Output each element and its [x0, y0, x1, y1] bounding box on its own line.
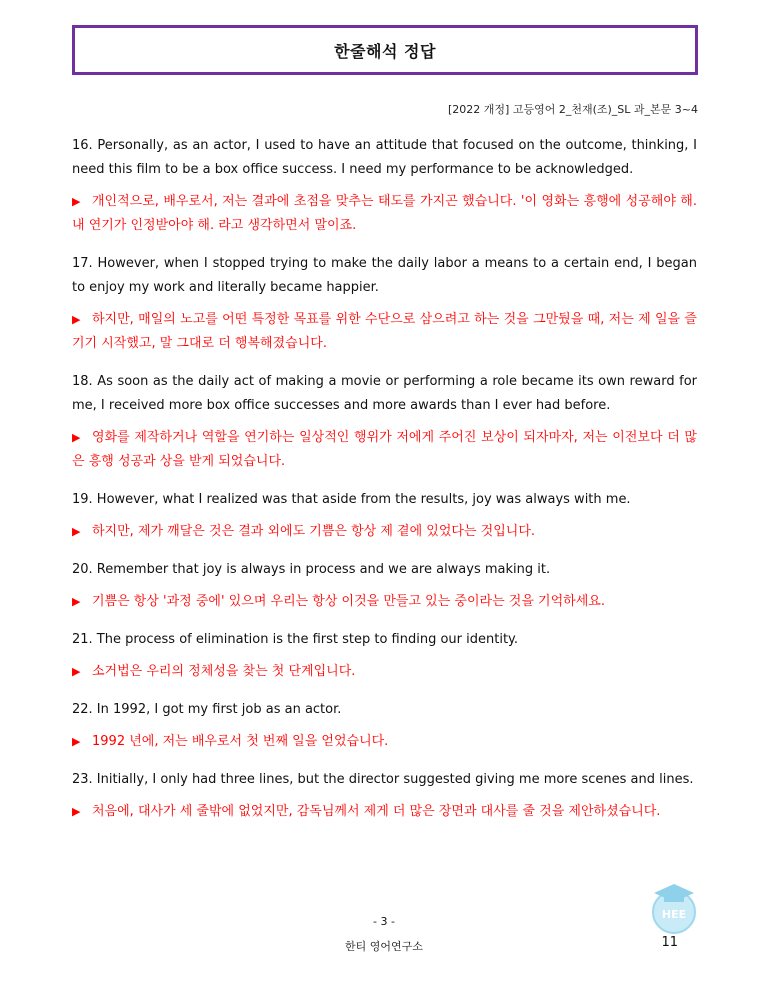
- english-sentence: 18. As soon as the daily act of making a movie or performing a role became its own reward for me, I received more box office successes and more awards than I ever had before.: [72, 374, 697, 413]
- english-sentence: 16. Personally, as an actor, I used to have an attitude that focused on the outcome, thinking, I need this film to be a box office success. I need my performance to be acknowledged.: [72, 138, 697, 177]
- arrow-icon: ▶: [72, 735, 81, 748]
- translation-text: 개인적으로, 배우로서, 저는 결과에 초점을 맞추는 태도를 가지곤 했습니다. '이 영화는 흥행에 성공해야 해. 내 연기가 인정받아야 해. 라고 생각하면서 말이죠.: [72, 194, 697, 233]
- arrow-icon: ▶: [72, 195, 81, 208]
- arrow-icon: ▶: [72, 431, 81, 444]
- translation-text: 처음에, 대사가 세 줄밖에 없었지만, 감독님께서 제게 더 많은 장면과 대사를 줄 것을 제안하셨습니다.: [92, 804, 661, 819]
- korean-translation: [72, 190, 697, 238]
- footer-org: 한티 영어연구소: [345, 940, 423, 953]
- cap-band: [664, 895, 684, 902]
- translation-text: 하지만, 제가 깨달은 것은 결과 외에도 기쁨은 항상 제 곁에 있었다는 것입니다.: [92, 524, 536, 539]
- english-sentence: 21. The process of elimination is the first step to finding our identity.: [72, 632, 519, 647]
- list-item: [72, 370, 697, 474]
- english-sentence: 20. Remember that joy is always in process and we are always making it.: [72, 562, 551, 577]
- list-item: [72, 134, 697, 238]
- page-number: - 3 -: [373, 915, 395, 928]
- translation-text: 하지만, 매일의 노고를 어떤 특정한 목표를 위한 수단으로 삼으려고 하는 것을 그만뒀을 때, 저는 제 일을 즐기기 시작했고, 말 그대로 더 행복해졌습니다.: [72, 312, 697, 351]
- english-sentence: 19. However, what I realized was that aside from the results, joy was always with me.: [72, 492, 631, 507]
- arrow-icon: ▶: [72, 595, 81, 608]
- korean-translation: [72, 660, 697, 684]
- list-item: [72, 488, 697, 544]
- korean-translation: [72, 520, 697, 544]
- page-title: 한줄해석 정답: [334, 41, 436, 61]
- korean-translation: [72, 426, 697, 474]
- translation-text: 영화를 제작하거나 역할을 연기하는 일상적인 행위가 저에게 주어진 보상이 되자마자, 저는 이전보다 더 많은 흥행 성공과 상을 받게 되었습니다.: [72, 430, 697, 469]
- list-item: [72, 558, 697, 614]
- translation-text: 소거법은 우리의 정체성을 찾는 첫 단계입니다.: [92, 664, 356, 679]
- arrow-icon: ▶: [72, 805, 81, 818]
- korean-translation: [72, 308, 697, 356]
- english-sentence: 22. In 1992, I got my first job as an actor.: [72, 702, 342, 717]
- arrow-icon: ▶: [72, 525, 81, 538]
- korean-translation: [72, 590, 697, 614]
- logo-text: HEE: [661, 908, 687, 921]
- arrow-icon: ▶: [72, 313, 81, 326]
- answer-list: [72, 134, 697, 838]
- corner-page-number: 11: [661, 935, 678, 950]
- translation-text: 1992 년에, 저는 배우로서 첫 번째 일을 얻었습니다.: [92, 734, 389, 749]
- korean-translation: [72, 800, 697, 824]
- list-item: [72, 628, 697, 684]
- korean-translation: [72, 730, 697, 754]
- list-item: [72, 768, 697, 824]
- arrow-icon: ▶: [72, 665, 81, 678]
- list-item: [72, 252, 697, 356]
- document-subtitle: [2022 개정] 고등영어 2_천재(조)_SL 과_본문 3~4: [448, 103, 698, 116]
- english-sentence: 23. Initially, I only had three lines, but the director suggested giving me more scenes and lines.: [72, 772, 694, 787]
- translation-text: 기쁨은 항상 '과정 중에' 있으며 우리는 항상 이것을 만들고 있는 중이라는 것을 기억하세요.: [92, 594, 605, 609]
- list-item: [72, 698, 697, 754]
- title-box: [72, 25, 698, 75]
- english-sentence: 17. However, when I stopped trying to make the daily labor a means to a certain end, I began to enjoy my work and literally became happier.: [72, 256, 697, 295]
